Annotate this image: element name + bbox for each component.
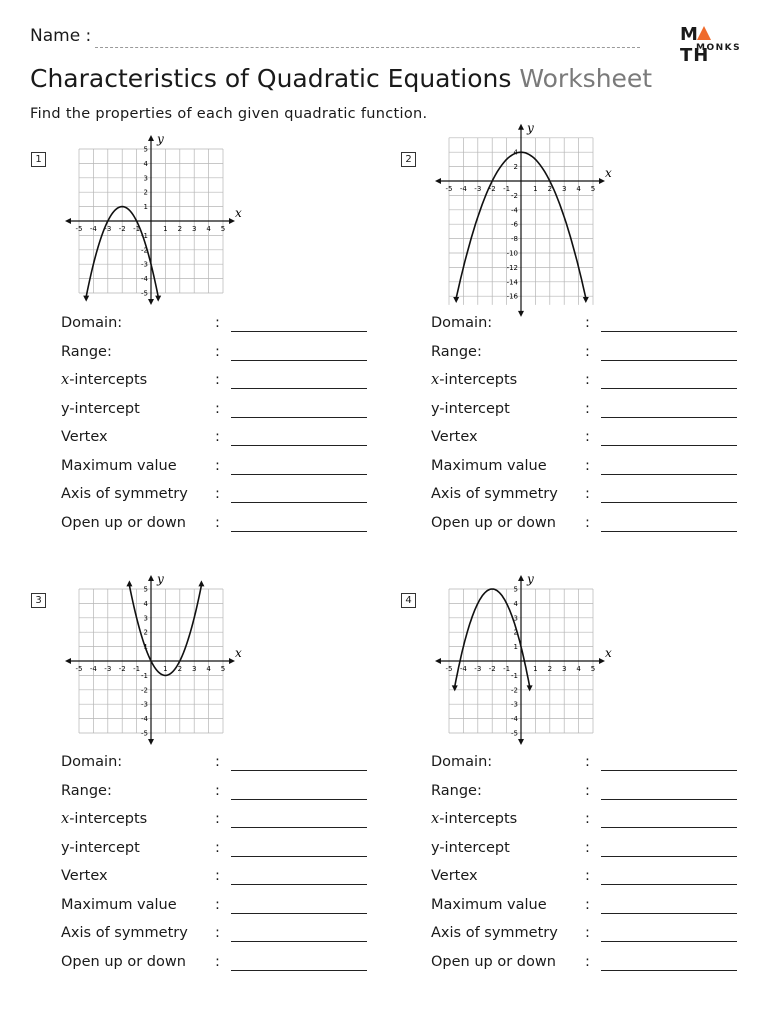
- y-tick-label: 5: [143, 145, 148, 154]
- property-label-text: Range:: [431, 782, 482, 799]
- property-row: [61, 954, 381, 983]
- property-row: [61, 458, 381, 487]
- property-row: [61, 429, 381, 458]
- y-tick-label: -3: [141, 260, 148, 269]
- x-tick-label: 1: [533, 665, 538, 673]
- x-tick-label: -5: [445, 665, 453, 673]
- y-tick-label: 4: [513, 599, 518, 608]
- x-tick-label: 2: [177, 665, 183, 673]
- parabola-graph: [432, 120, 617, 307]
- x-tick-label: -5: [75, 665, 83, 673]
- property-colon: :: [215, 343, 220, 360]
- x-tick-label: -2: [488, 665, 496, 673]
- property-label-text: Vertex: [61, 868, 108, 884]
- property-label-text: Axis of symmetry: [431, 925, 558, 941]
- y-tick-label: -6: [511, 220, 518, 229]
- property-label: [61, 811, 147, 827]
- answer-line[interactable]: [231, 770, 367, 771]
- property-label-variable: x: [431, 372, 440, 388]
- property-label-text: Axis of symmetry: [61, 486, 188, 502]
- y-tick-label: -4: [511, 715, 518, 724]
- property-label-text: -intercepts: [69, 372, 148, 388]
- y-tick-label: -4: [141, 715, 148, 724]
- x-tick-label: -4: [459, 665, 467, 673]
- y-axis-arrow-up: [148, 575, 154, 581]
- answer-line[interactable]: [231, 417, 367, 418]
- property-label-variable: x: [61, 372, 70, 388]
- property-row: [61, 486, 381, 515]
- property-label: [431, 429, 478, 445]
- property-label: [61, 372, 147, 388]
- property-label: [431, 372, 517, 388]
- property-colon: :: [585, 839, 590, 856]
- property-label-text: Maximum value: [431, 896, 547, 913]
- x-tick-label: -3: [104, 665, 112, 673]
- y-tick-label: 2: [513, 628, 518, 637]
- property-colon: :: [585, 811, 590, 827]
- answer-line[interactable]: [601, 856, 737, 857]
- answer-line[interactable]: [231, 474, 367, 475]
- x-tick-label: 3: [191, 665, 197, 673]
- property-label-text: -intercepts: [439, 372, 518, 388]
- y-tick-label: -3: [511, 700, 518, 709]
- x-tick-label: 4: [576, 185, 581, 193]
- property-label: [61, 925, 188, 941]
- y-axis-arrow-up: [518, 575, 524, 581]
- name-line[interactable]: [95, 47, 640, 48]
- property-colon: :: [585, 486, 590, 502]
- properties-list: [431, 754, 751, 982]
- property-colon: :: [215, 953, 220, 970]
- y-tick-label: -2: [511, 191, 518, 200]
- x-tick-label: -4: [459, 185, 467, 193]
- property-label-text: y-intercept: [431, 400, 510, 417]
- y-tick-label: 1: [143, 203, 148, 212]
- property-colon: :: [585, 457, 590, 474]
- y-tick-label: 2: [143, 628, 148, 637]
- x-tick-label: 3: [191, 225, 197, 233]
- property-row: [61, 754, 381, 783]
- y-tick-label: 4: [143, 599, 148, 608]
- property-colon: :: [215, 400, 220, 417]
- x-tick-label: -3: [104, 225, 112, 233]
- property-colon: :: [585, 514, 590, 531]
- y-tick-label: -14: [506, 278, 518, 287]
- property-label: [431, 868, 478, 884]
- y-tick-label: 3: [513, 614, 518, 623]
- curve-arrow-left: [452, 685, 458, 691]
- property-colon: :: [585, 315, 590, 331]
- property-colon: :: [215, 754, 220, 770]
- y-axis-arrow-down: [148, 299, 154, 305]
- property-label-text: Axis of symmetry: [431, 486, 558, 502]
- y-tick-label: -12: [506, 263, 518, 272]
- x-tick-label: 3: [561, 665, 567, 673]
- property-label: [431, 897, 547, 913]
- property-colon: :: [215, 514, 220, 531]
- property-label: [61, 458, 177, 474]
- x-tick-label: 1: [533, 185, 538, 193]
- parabola-graph: [62, 572, 247, 747]
- answer-line[interactable]: [601, 827, 737, 828]
- answer-line[interactable]: [231, 445, 367, 446]
- x-tick-label: -1: [133, 225, 141, 233]
- answer-line[interactable]: [601, 970, 737, 971]
- y-tick-label: 1: [513, 643, 518, 652]
- property-label-variable: x: [61, 811, 70, 827]
- property-row: [61, 372, 381, 401]
- property-label-text: y-intercept: [61, 839, 140, 856]
- y-tick-label: -2: [511, 686, 518, 695]
- answer-line[interactable]: [601, 941, 737, 942]
- question-number: 2: [401, 152, 416, 167]
- x-axis-label: x: [605, 166, 612, 180]
- x-tick-label: 5: [220, 665, 226, 673]
- x-tick-label: -5: [75, 225, 83, 233]
- property-row: [61, 811, 381, 840]
- property-label: [61, 486, 188, 502]
- property-label: [61, 954, 186, 970]
- answer-line[interactable]: [601, 770, 737, 771]
- property-label-text: Domain:: [61, 754, 123, 770]
- property-row: [61, 315, 381, 344]
- x-tick-label: 2: [547, 185, 553, 193]
- curve-arrow-left: [453, 297, 459, 303]
- answer-line[interactable]: [601, 360, 737, 361]
- property-colon: :: [585, 925, 590, 941]
- property-colon: :: [215, 457, 220, 474]
- y-axis-label: y: [527, 120, 534, 135]
- answer-line[interactable]: [601, 474, 737, 475]
- property-row: [431, 783, 751, 812]
- property-row: [431, 925, 751, 954]
- property-row: [431, 315, 751, 344]
- properties-list: [61, 754, 381, 982]
- curve-arrow-left: [83, 296, 89, 302]
- x-tick-label: -4: [89, 225, 97, 233]
- answer-line[interactable]: [601, 417, 737, 418]
- answer-line[interactable]: [231, 360, 367, 361]
- property-label-text: -intercepts: [439, 811, 518, 827]
- property-label: [61, 429, 108, 445]
- parabola-graph: [62, 132, 247, 307]
- answer-line[interactable]: [231, 799, 367, 800]
- x-tick-label: -1: [133, 665, 141, 673]
- property-label-text: Range:: [61, 782, 112, 799]
- question-number: 4: [401, 593, 416, 608]
- y-tick-label: -10: [506, 249, 518, 258]
- property-row: [431, 868, 751, 897]
- page-title: [30, 64, 652, 93]
- x-axis-label: x: [605, 646, 612, 660]
- question-number: 1: [31, 152, 46, 167]
- property-label-text: y-intercept: [61, 400, 140, 417]
- logo-triangle-icon: [697, 26, 711, 40]
- answer-line[interactable]: [601, 388, 737, 389]
- property-colon: :: [215, 868, 220, 884]
- answer-line[interactable]: [601, 799, 737, 800]
- property-label-text: Domain:: [61, 315, 123, 331]
- curve-arrow-right: [527, 685, 533, 691]
- property-colon: :: [585, 782, 590, 799]
- property-label: [61, 783, 112, 799]
- property-label: [61, 401, 140, 417]
- math-monks-logo: [680, 24, 742, 66]
- property-colon: :: [215, 811, 220, 827]
- property-label: [431, 840, 510, 856]
- x-tick-label: -1: [503, 185, 511, 193]
- y-axis-label: y: [527, 572, 534, 586]
- logo-text: MTH: [680, 24, 710, 66]
- property-label: [431, 344, 482, 360]
- property-label: [61, 754, 122, 770]
- property-colon: :: [585, 754, 590, 770]
- y-tick-label: -3: [141, 700, 148, 709]
- y-tick-label: -5: [141, 729, 148, 738]
- property-colon: :: [585, 343, 590, 360]
- x-axis-label: x: [235, 206, 242, 220]
- property-row: [431, 515, 751, 544]
- logo-subtext: MONKS: [696, 43, 742, 53]
- property-row: [431, 372, 751, 401]
- x-tick-label: 4: [206, 225, 211, 233]
- curve-arrow-left: [126, 580, 132, 586]
- properties-list: [61, 315, 381, 543]
- y-axis-arrow-up: [518, 124, 524, 130]
- answer-line[interactable]: [231, 388, 367, 389]
- answer-line[interactable]: [231, 970, 367, 971]
- property-colon: :: [585, 868, 590, 884]
- property-label: [431, 315, 492, 331]
- property-row: [431, 897, 751, 926]
- property-row: [431, 401, 751, 430]
- property-label-text: Vertex: [61, 429, 108, 445]
- property-label-text: Open up or down: [61, 514, 186, 531]
- property-label: [431, 811, 517, 827]
- y-tick-label: 2: [143, 188, 148, 197]
- y-tick-label: 5: [513, 585, 518, 594]
- property-label: [61, 840, 140, 856]
- property-label: [431, 754, 492, 770]
- curve-arrow-right: [155, 296, 161, 302]
- x-tick-label: -1: [503, 665, 511, 673]
- y-axis-label: y: [157, 572, 164, 586]
- y-axis-arrow-up: [148, 135, 154, 141]
- property-label-text: -intercepts: [69, 811, 148, 827]
- answer-line[interactable]: [231, 913, 367, 914]
- property-label: [431, 925, 558, 941]
- y-tick-label: -2: [141, 686, 148, 695]
- property-label: [431, 458, 547, 474]
- property-colon: :: [585, 896, 590, 913]
- property-label-text: Vertex: [431, 868, 478, 884]
- property-colon: :: [215, 839, 220, 856]
- y-tick-label: 2: [513, 163, 518, 172]
- property-row: [61, 925, 381, 954]
- property-colon: :: [585, 400, 590, 417]
- property-row: [61, 344, 381, 373]
- property-label: [61, 868, 108, 884]
- x-tick-label: -3: [474, 185, 482, 193]
- x-tick-label: 3: [561, 185, 567, 193]
- property-label: [61, 897, 177, 913]
- x-tick-label: 2: [547, 665, 553, 673]
- property-colon: :: [215, 486, 220, 502]
- curve-arrow-right: [583, 297, 589, 303]
- property-row: [431, 954, 751, 983]
- x-axis-arrow-left: [435, 658, 441, 664]
- parabola-graph: [432, 572, 617, 747]
- x-tick-label: 5: [590, 665, 596, 673]
- property-colon: :: [215, 782, 220, 799]
- x-tick-label: 4: [576, 665, 581, 673]
- properties-list: [431, 315, 751, 543]
- answer-line[interactable]: [601, 884, 737, 885]
- x-tick-label: 5: [590, 185, 596, 193]
- property-label: [61, 315, 122, 331]
- property-label: [431, 515, 556, 531]
- y-tick-label: -16: [506, 292, 518, 301]
- property-label: [431, 486, 558, 502]
- property-colon: :: [585, 372, 590, 388]
- answer-line[interactable]: [231, 827, 367, 828]
- property-colon: :: [585, 953, 590, 970]
- x-tick-label: -4: [89, 665, 97, 673]
- y-tick-label: 1: [143, 643, 148, 652]
- x-tick-label: -2: [488, 185, 496, 193]
- x-tick-label: 1: [163, 665, 168, 673]
- question-number: 3: [31, 593, 46, 608]
- property-colon: :: [215, 429, 220, 445]
- property-row: [61, 868, 381, 897]
- x-tick-label: 2: [177, 225, 183, 233]
- property-row: [61, 515, 381, 544]
- y-tick-label: 4: [513, 148, 518, 157]
- property-label: [431, 954, 556, 970]
- y-tick-label: -5: [141, 289, 148, 298]
- answer-line[interactable]: [231, 941, 367, 942]
- property-row: [431, 840, 751, 869]
- answer-line[interactable]: [231, 502, 367, 503]
- property-label-text: Open up or down: [431, 953, 556, 970]
- y-tick-label: -1: [141, 231, 148, 240]
- answer-line[interactable]: [231, 856, 367, 857]
- answer-line[interactable]: [601, 502, 737, 503]
- property-label: [61, 515, 186, 531]
- property-row: [61, 783, 381, 812]
- title-sub: Worksheet: [519, 64, 653, 93]
- x-tick-label: 1: [163, 225, 168, 233]
- x-tick-label: 5: [220, 225, 226, 233]
- property-row: [61, 840, 381, 869]
- property-label-text: Vertex: [431, 429, 478, 445]
- answer-line[interactable]: [231, 331, 367, 332]
- answer-line[interactable]: [231, 884, 367, 885]
- property-row: [431, 344, 751, 373]
- y-axis-arrow-down: [518, 739, 524, 745]
- property-colon: :: [585, 429, 590, 445]
- y-tick-label: -4: [141, 275, 148, 284]
- y-tick-label: 3: [143, 174, 148, 183]
- property-colon: :: [215, 372, 220, 388]
- property-row: [431, 429, 751, 458]
- property-label-text: Open up or down: [431, 514, 556, 531]
- property-label-text: Maximum value: [61, 896, 177, 913]
- x-tick-label: -5: [445, 185, 453, 193]
- answer-line[interactable]: [231, 531, 367, 532]
- answer-line[interactable]: [601, 531, 737, 532]
- property-colon: :: [215, 896, 220, 913]
- property-label-text: Open up or down: [61, 953, 186, 970]
- property-row: [61, 401, 381, 430]
- property-label: [431, 401, 510, 417]
- x-axis-arrow-left: [65, 658, 71, 664]
- property-row: [431, 486, 751, 515]
- property-label: [61, 344, 112, 360]
- property-row: [61, 897, 381, 926]
- property-label-variable: x: [431, 811, 440, 827]
- y-tick-label: -1: [141, 671, 148, 680]
- y-tick-label: -1: [511, 671, 518, 680]
- x-tick-label: -2: [118, 665, 126, 673]
- x-axis-arrow-left: [65, 218, 71, 224]
- y-tick-label: -5: [511, 729, 518, 738]
- x-tick-label: 4: [206, 665, 211, 673]
- y-tick-label: -4: [511, 206, 518, 215]
- y-tick-label: 5: [143, 585, 148, 594]
- property-label-text: Range:: [431, 343, 482, 360]
- property-label-text: Axis of symmetry: [61, 925, 188, 941]
- curve-arrow-right: [198, 580, 204, 586]
- property-row: [431, 811, 751, 840]
- property-row: [431, 754, 751, 783]
- property-label-text: Domain:: [431, 315, 493, 331]
- y-axis-label: y: [157, 132, 164, 146]
- y-tick-label: -8: [511, 235, 518, 244]
- x-axis-arrow-left: [435, 178, 441, 184]
- property-label-text: Maximum value: [61, 457, 177, 474]
- y-axis-arrow-down: [148, 739, 154, 745]
- property-row: [431, 458, 751, 487]
- answer-line[interactable]: [601, 331, 737, 332]
- x-tick-label: -3: [474, 665, 482, 673]
- property-label-text: y-intercept: [431, 839, 510, 856]
- answer-line[interactable]: [601, 445, 737, 446]
- x-tick-label: -2: [118, 225, 126, 233]
- y-tick-label: 4: [143, 159, 148, 168]
- property-colon: :: [215, 925, 220, 941]
- y-tick-label: 3: [143, 614, 148, 623]
- property-label: [431, 783, 482, 799]
- x-axis-label: x: [235, 646, 242, 660]
- title-main: Characteristics of Quadratic Equations: [30, 64, 512, 93]
- instruction-text: Find the properties of each given quadratic function.: [30, 106, 428, 122]
- name-label: Name :: [30, 26, 92, 46]
- property-label-text: Maximum value: [431, 457, 547, 474]
- property-label-text: Domain:: [431, 754, 493, 770]
- answer-line[interactable]: [601, 913, 737, 914]
- y-tick-label: -2: [141, 246, 148, 255]
- property-label-text: Range:: [61, 343, 112, 360]
- property-colon: :: [215, 315, 220, 331]
